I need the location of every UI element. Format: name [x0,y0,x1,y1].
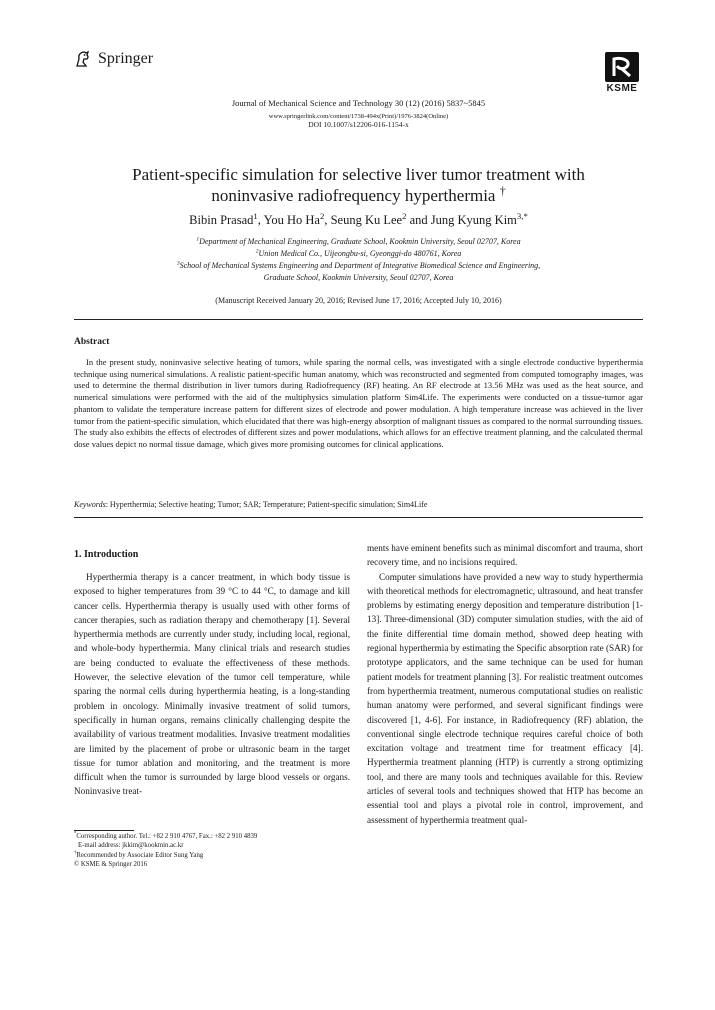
ksme-emblem-icon [605,52,639,82]
affiliation: Graduate School, Kookmin University, Seoul 02707, Korea [263,273,454,282]
abstract-body: In the present study, noninvasive selective heating of tumors, while sparing the normal cells, was investigated with a single electrode conductive hyperthermia technique using numerical simulations. A realistic patient-specific human anatomy, which was reconstructed and segmented from computed tomography images, was used to determine the thermal distribution in liver tumors during Radiofrequency (RF) heating. An RF electrode at 13.56 MHz was used as the heat source, and numerical simulations were performed with the aid of the multiphysics simulation platform Sim4Life. The experiments were conducted on a tissue-tumor agar phantom to validate the temperature increase pattern for different sizes of electrode and power modulation. A high temperature increase was achieved in the liver tumor from the patient-specific simulation, which elucidated that there was high-energy absorption of malignant tissues as compared to the normal surrounding tissues. The study also exhibits the effects of electrodes of different sizes and power modulations, which allows for an effective treatment planning, and the calculated thermal dose values depict no normal tissue damage, which gives more promising outcomes for clinical applications. [74,357,643,449]
column-right [367,541,643,827]
publisher-logo [74,50,153,68]
title-mark: † [499,183,506,198]
author: Bibin Prasad$^1$, [189,210,264,227]
manuscript-dates: (Manuscript Received January 20, 2016; Revised June 17, 2016; Accepted July 10, 2016) [215,296,502,305]
publisher-name: Springer [98,50,154,67]
paragraph: Computer simulations have provided a new way to study hyperthermia with theoretical methods for electromagnetic, ultrasound, and heat transfer problems by estimating energy deposition and temperature distribution [1-13]. Three-dimensional (3D) computer simulation studies, with the aid of the finite differential time domain method, showed deep heating with regional hyperthermia by estimating the Specific absorption rate (SAR) for prototype applicators, and the same technique can be used for human patient models for treatment planning [3]. For realistic treatment outcomes from hyperthermia treatment, numerous computational studies on realistic human anatomy were performed, and several significant findings were discovered [1, 4-6]. For instance, in Radiofrequency (RF) ablation, the conventional single electrode technique requires careful choice of both excitation voltage and treatment time for treatment efficacy [4]. Hyperthermia treatment planning (HTP) is currently a strong optimizing tool, and there are many tools and techniques available for this. Review articles of several tools and techniques showed that HTP has become an essential tool and plays a pivotal role in control, improvement, and assessment of hyperthermia treatment qual- [367,571,643,825]
footnote-email: E-mail address: jkkim@kookmin.ac.kr [78,842,184,850]
footnote-rule [74,830,134,831]
divider [74,517,643,518]
keywords-list: : Hyperthermia; Selective heating; Tumor; SAR; Temperature; Patient-specific simulation; Sim4Life [105,500,428,509]
title-line-2-text: noninvasive radiofrequency hyperthermia [211,186,496,205]
affiliation: $^2$Union Medical Co., Uijeongbu-si, Gyeonggi-do 480761, Korea [255,248,462,258]
journal-url: www.springerlink.com/content/1738-494x(Print)/1976-3824(Online) [268,113,449,120]
ksme-logo [599,52,645,94]
author: Seung Ku Lee$^2$ and [330,210,431,227]
divider [74,319,643,320]
ksme-label: KSME [606,83,638,94]
author-list [74,210,643,228]
title-line-1: Patient-specific simulation for selective liver tumor treatment with [132,165,585,184]
author: Jung Kyung Kim$^{3,*}$ [430,210,528,227]
abstract-heading: Abstract [74,337,110,347]
footnote-copyright: © KSME & Springer 2016 [74,860,148,868]
paragraph: ments have eminent benefits such as minimal discomfort and trauma, short recovery time, and no incisions required. [367,543,643,568]
journal-doi: DOI 10.1007/s12206-016-1154-x [308,120,409,129]
keywords-label: Keywords [74,500,106,509]
keywords [74,500,427,509]
affiliation: $^1$Department of Mechanical Engineering, Graduate School, Kookmin University, Seoul 02707, Korea [196,236,521,246]
section-heading: 1. Introduction [74,549,139,560]
footnote-corresponding: *Corresponding author. Tel.: +82 2 910 4767, Fax.: +82 2 910 4839 [74,831,258,840]
springer-horse-icon [74,50,92,68]
author: You Ho Ha$^2$, [263,210,331,227]
journal-info [74,98,643,129]
footnote-recommended: †Recommended by Associate Editor Sung Yang [74,850,204,859]
title-line-2 [74,185,643,206]
affiliations [74,236,643,284]
journal-line: Journal of Mechanical Science and Technology 30 (12) (2016) 5837~5845 [231,98,486,108]
article-title [74,164,643,206]
paragraph: Hyperthermia therapy is a cancer treatment, in which body tissue is exposed to higher temperatures from 39 °C to 44 °C, to damage and kill cancer cells. Hyperthermia therapy is usually used with other forms of cancer therapies, such as radiation therapy and chemotherapy [1]. Several hyperthermia methods are currently under study, including local, regional, and whole-body hyperthermia. Many clinical trials and research studies are being conducted to evaluate the effectiveness of these methods. However, the selective elevation of the tumor cell temperature, while sparing the normal cells during hyperthermia heating, is a long-standing problem in oncology. Minimally invasive treatment of solid tumors, specifically in human organs, remains clinically challenging despite the availability of various treatment modalities. Invasive treatment modalities are limited by the placement of probe or ultrasonic beam in the target tissue for tumor ablation and monitoring, and the treatment is more difficult when the tumor is surrounded by large blood vessels or organs. Noninvasive treat- [74,572,350,797]
affiliation: $^3$School of Mechanical Systems Engineering and Department of Integrative Biomedical Science and Engineering, [176,260,541,270]
column-left [74,570,350,799]
footnotes [74,832,257,869]
